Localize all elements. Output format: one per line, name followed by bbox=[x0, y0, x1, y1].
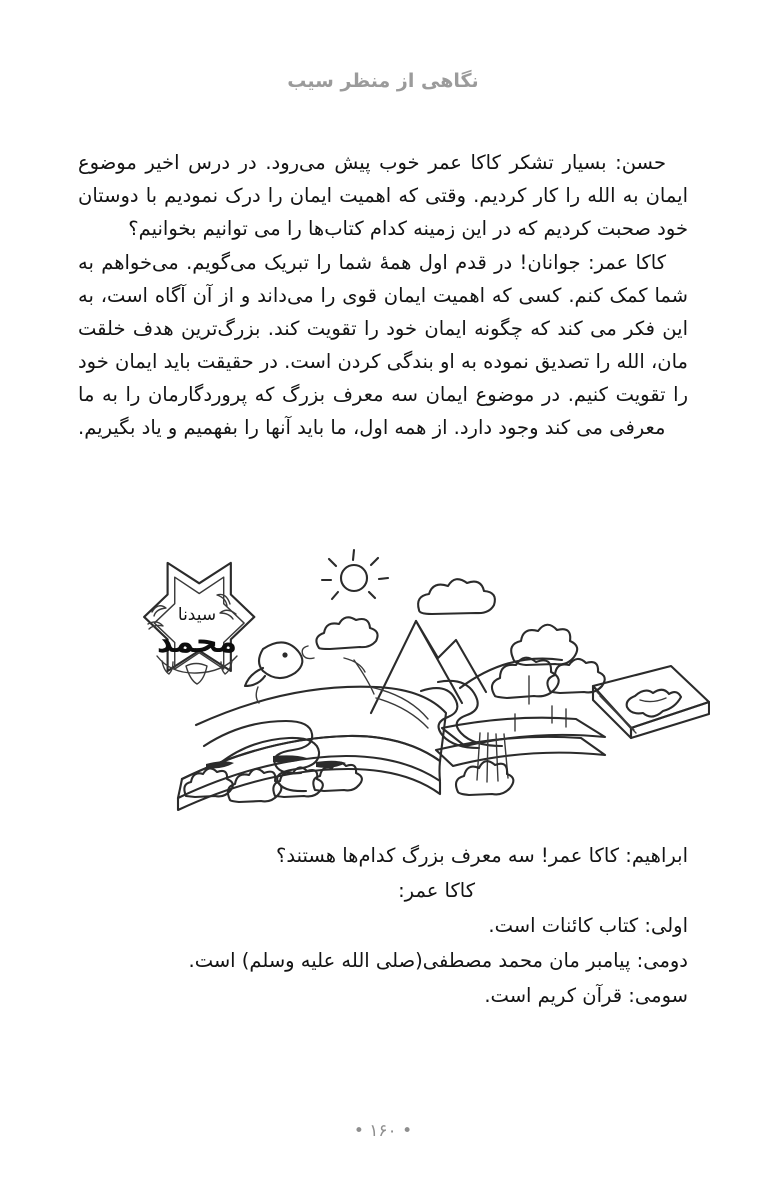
dialogue-line-third: سومی: قرآن کریم است. bbox=[484, 984, 688, 1007]
sun-icon bbox=[322, 550, 388, 599]
page-number: • ۱۶۰ • bbox=[353, 1121, 413, 1141]
dialogue-line-kaka-omar: کاکا عمر: bbox=[398, 879, 475, 902]
body-paragraph-hassan: حسن: بسیار تشکر کاکا عمر خوب پیش می‌رود. در درس اخیر موضوع ایمان به الله را کار کردیم. وقتی که اهمیت ایمان را درک نمودیم با دوستان خود صحبت کردیم که در این زمینه کدام کتاب‌ها را می توانیم بخوانیم؟ bbox=[78, 151, 688, 240]
dialogue-line-first: اولی: کتاب کائنات است. bbox=[488, 914, 688, 937]
dialogue-block bbox=[78, 838, 688, 1013]
landscape-ground-bands bbox=[436, 718, 605, 766]
star-medallion-icon bbox=[144, 563, 254, 684]
medallion-label-muhammad: محمد bbox=[156, 624, 238, 660]
body-paragraph-kaka-omar: کاکا عمر: جوانان! در قدم اول همهٔ شما را تبریک می‌گویم. می‌خواهم به شما کمک کنم. کسی که اهمیت ایمان قوی را می‌داند و از آن آگاه است، به این فکر می کند که چگونه ایمان خود را تقویت کند. بزرگ‌ترین هدف خلقت مان، الله را تصدیق نموده به او بندگی کردن است. در حقیقت باید ایمان خود را تقویت کنیم. در موضوع ایمان سه معرف بزرگ که پروردگارمان را به ما معرفی می کند وجود دارد. از همه اول، ما باید آنها را بفهمیم و یاد بگیریم. bbox=[78, 251, 688, 439]
cloud-left-icon bbox=[302, 617, 377, 658]
open-book-icon bbox=[178, 687, 446, 810]
cloud-upper-right-icon bbox=[418, 579, 495, 614]
dialogue-line-ebrahim: ابراهیم: کاکا عمر! سه معرف بزرگ کدام‌ها هستند؟ bbox=[275, 844, 688, 867]
page-running-header: نگاهی از منظر سیب bbox=[287, 70, 479, 92]
closed-quran-book-icon bbox=[593, 666, 709, 738]
tree-cluster-icon bbox=[492, 625, 605, 731]
body-text-column bbox=[78, 146, 688, 445]
page-illustration bbox=[86, 528, 710, 820]
dialogue-line-second: دومی: پیامبر مان محمد مصطفی(صلی الله علیه وسلم) است. bbox=[188, 949, 688, 972]
medallion-label-sayyiduna: سیدنا bbox=[177, 605, 217, 625]
mountain-icon bbox=[344, 621, 486, 713]
river-icon bbox=[421, 681, 502, 748]
